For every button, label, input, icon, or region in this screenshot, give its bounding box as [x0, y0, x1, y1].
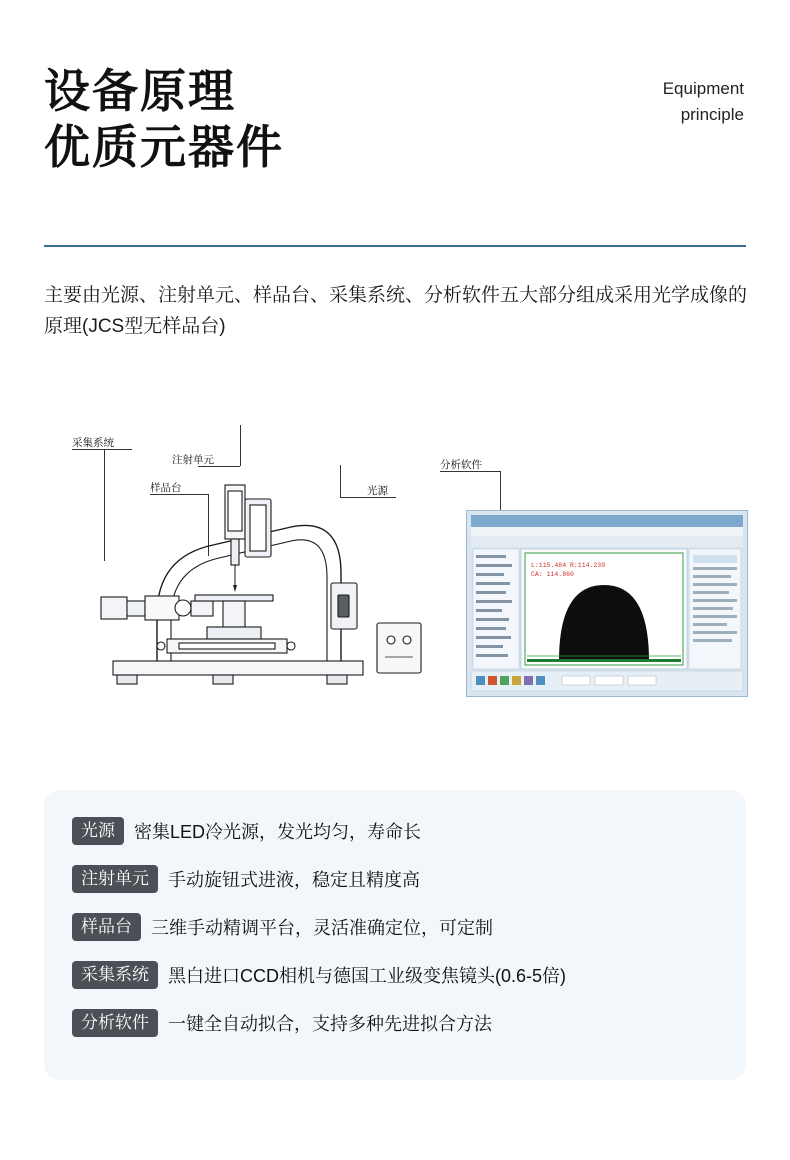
feature-tag-analysis-software: 分析软件	[72, 1009, 158, 1038]
equipment-diagram	[0, 405, 790, 735]
feature-text-sample-stage: 三维手动精调平台，灵活准确定位，可定制	[151, 918, 493, 938]
page-title-line-2: 优质元器件	[44, 122, 284, 174]
feature-item-collection-system	[72, 958, 722, 992]
leader-line-software-v	[500, 471, 501, 510]
feature-item-analysis-software	[72, 1006, 722, 1040]
callout-injection-unit: 注射单元	[172, 454, 214, 466]
header-divider	[44, 245, 746, 247]
feature-text-light-source: 密集LED冷光源，发光均匀，寿命长	[134, 822, 422, 842]
page-title-line-1: 设备原理	[44, 66, 236, 117]
page-title-english-line-2: principle	[680, 104, 744, 124]
features-panel	[44, 790, 746, 1080]
feature-item-injection-unit	[72, 862, 722, 896]
feature-tag-light-source: 光源	[72, 817, 124, 846]
feature-text-injection-unit: 手动旋钮式进液，稳定且精度高	[168, 870, 420, 890]
leader-line-collection-h	[72, 449, 132, 450]
contact-angle-meter-illustration	[95, 465, 425, 705]
page-title-english-line-1: Equipment	[662, 79, 744, 98]
svg-text:L:115.484 R:114.239: L:115.484 R:114.239	[531, 562, 606, 569]
feature-tag-sample-stage: 样品台	[72, 913, 141, 942]
leader-line-injection-v	[240, 425, 241, 466]
page-title	[44, 64, 284, 176]
svg-text:CA: 114.860: CA: 114.860	[531, 571, 574, 578]
feature-tag-injection-unit: 注射单元	[72, 865, 158, 894]
analysis-software-screenshot	[466, 510, 748, 697]
callout-collection-system: 采集系统	[72, 437, 114, 449]
feature-text-analysis-software: 一键全自动拟合，支持多种先进拟合方法	[168, 1014, 492, 1034]
callout-sample-stage: 样品台	[150, 482, 182, 494]
features-list	[72, 814, 722, 1054]
leader-line-software-h	[440, 471, 500, 472]
callout-light-source: 光源	[367, 485, 388, 497]
feature-item-sample-stage	[72, 910, 722, 944]
feature-tag-collection-system: 采集系统	[72, 961, 158, 990]
feature-text-collection-system: 黑白进口CCD相机与德国工业级变焦镜头(0.6-5倍)	[168, 966, 567, 986]
page-subtitle: 主要由光源、注射单元、样品台、采集系统、分析软件五大部分组成采用光学成像的原理(JCS型无样品台)	[44, 285, 748, 337]
callout-analysis-software: 分析软件	[440, 459, 482, 471]
page-title-english	[574, 76, 744, 127]
feature-item-light-source	[72, 814, 722, 848]
